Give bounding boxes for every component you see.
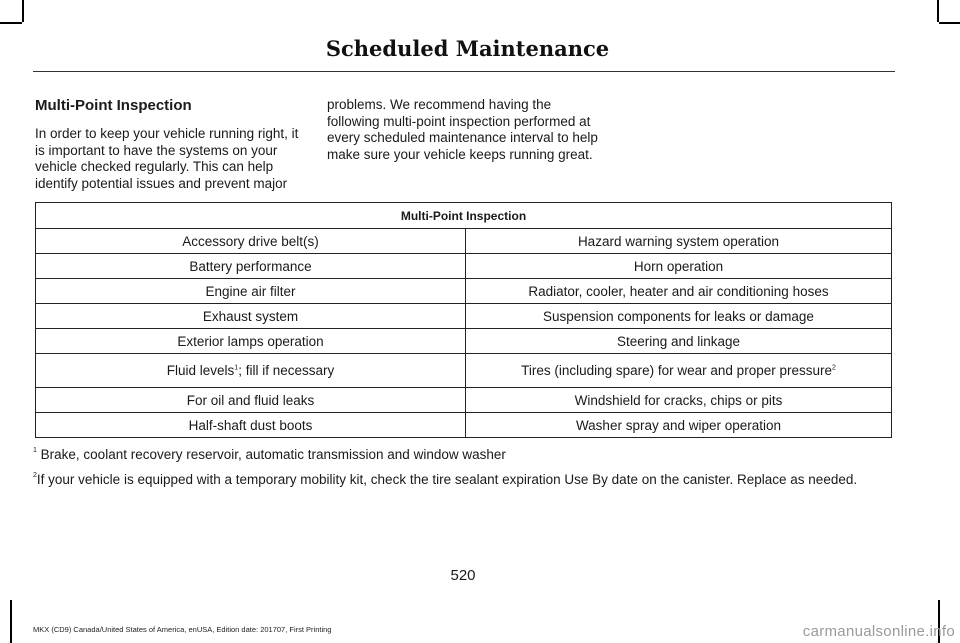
- table-row: [36, 229, 892, 254]
- page-number: 520: [450, 567, 476, 584]
- footnote-text: If your vehicle is equipped with a temporary mobility kit, check the tire sealant expiration Use By date on the canister. Replace as needed.: [36, 472, 858, 487]
- intro-paragraph-2: problems. We recommend having the following multi-point inspection performed at every scheduled maintenance interval to help make sure your vehicle keeps running great.: [327, 97, 598, 162]
- table-cell: Washer spray and wiper operation: [466, 413, 892, 438]
- crop-mark: [0, 22, 22, 24]
- page-title: Scheduled Maintenance: [325, 36, 610, 61]
- footnote-mark: 2: [33, 472, 37, 479]
- crop-mark: [10, 600, 12, 643]
- table-cell: Accessory drive belt(s): [36, 229, 466, 254]
- footnote-ref: 2: [831, 364, 836, 372]
- footnote: [33, 447, 506, 462]
- table-row: [36, 304, 892, 329]
- crop-mark: [939, 22, 960, 24]
- table-cell: Engine air filter: [36, 279, 466, 304]
- crop-mark: [937, 0, 939, 22]
- table-caption: Multi-Point Inspection: [36, 203, 892, 229]
- table-cell: Horn operation: [466, 254, 892, 279]
- intro-paragraph-1: In order to keep your vehicle running right, it is important to have the systems on your vehicle checked regularly. This can help identify potential issues and prevent major: [35, 126, 299, 191]
- table-cell: Exhaust system: [36, 304, 466, 329]
- section-heading: Multi-Point Inspection: [35, 97, 192, 114]
- crop-mark: [22, 0, 24, 22]
- table-row: [36, 279, 892, 304]
- table-cell: For oil and fluid leaks: [36, 388, 466, 413]
- table-cell: Exterior lamps operation: [36, 329, 466, 354]
- table-cell: [36, 354, 466, 388]
- table-cell: [466, 354, 892, 388]
- table-cell: Suspension components for leaks or damage: [466, 304, 892, 329]
- footnote-text: Brake, coolant recovery reservoir, automatic transmission and window washer: [36, 447, 506, 462]
- table-row: [36, 254, 892, 279]
- header-rule: [33, 71, 895, 72]
- cell-text: Fluid levels: [166, 363, 235, 378]
- table-row: [36, 388, 892, 413]
- footnote-ref: 1: [234, 364, 239, 372]
- cell-text: Tires (including spare) for wear and proper pressure: [521, 363, 832, 378]
- table-cell: Radiator, cooler, heater and air conditioning hoses: [466, 279, 892, 304]
- table-cell: Hazard warning system operation: [466, 229, 892, 254]
- table-cell: Half-shaft dust boots: [36, 413, 466, 438]
- table-cell: Steering and linkage: [466, 329, 892, 354]
- watermark: carmanualsonline.info: [802, 623, 955, 640]
- inspection-table: [35, 202, 892, 438]
- footnote: [33, 472, 857, 487]
- table-cell: Battery performance: [36, 254, 466, 279]
- table-row: [36, 329, 892, 354]
- footnote-mark: 1: [33, 447, 37, 454]
- table-row: [36, 354, 892, 388]
- table-row: [36, 413, 892, 438]
- edition-info: MKX (CD9) Canada/United States of America, enUSA, Edition date: 201707, First Printing: [33, 625, 332, 634]
- cell-text: ; fill if necessary: [238, 363, 335, 378]
- table-cell: Windshield for cracks, chips or pits: [466, 388, 892, 413]
